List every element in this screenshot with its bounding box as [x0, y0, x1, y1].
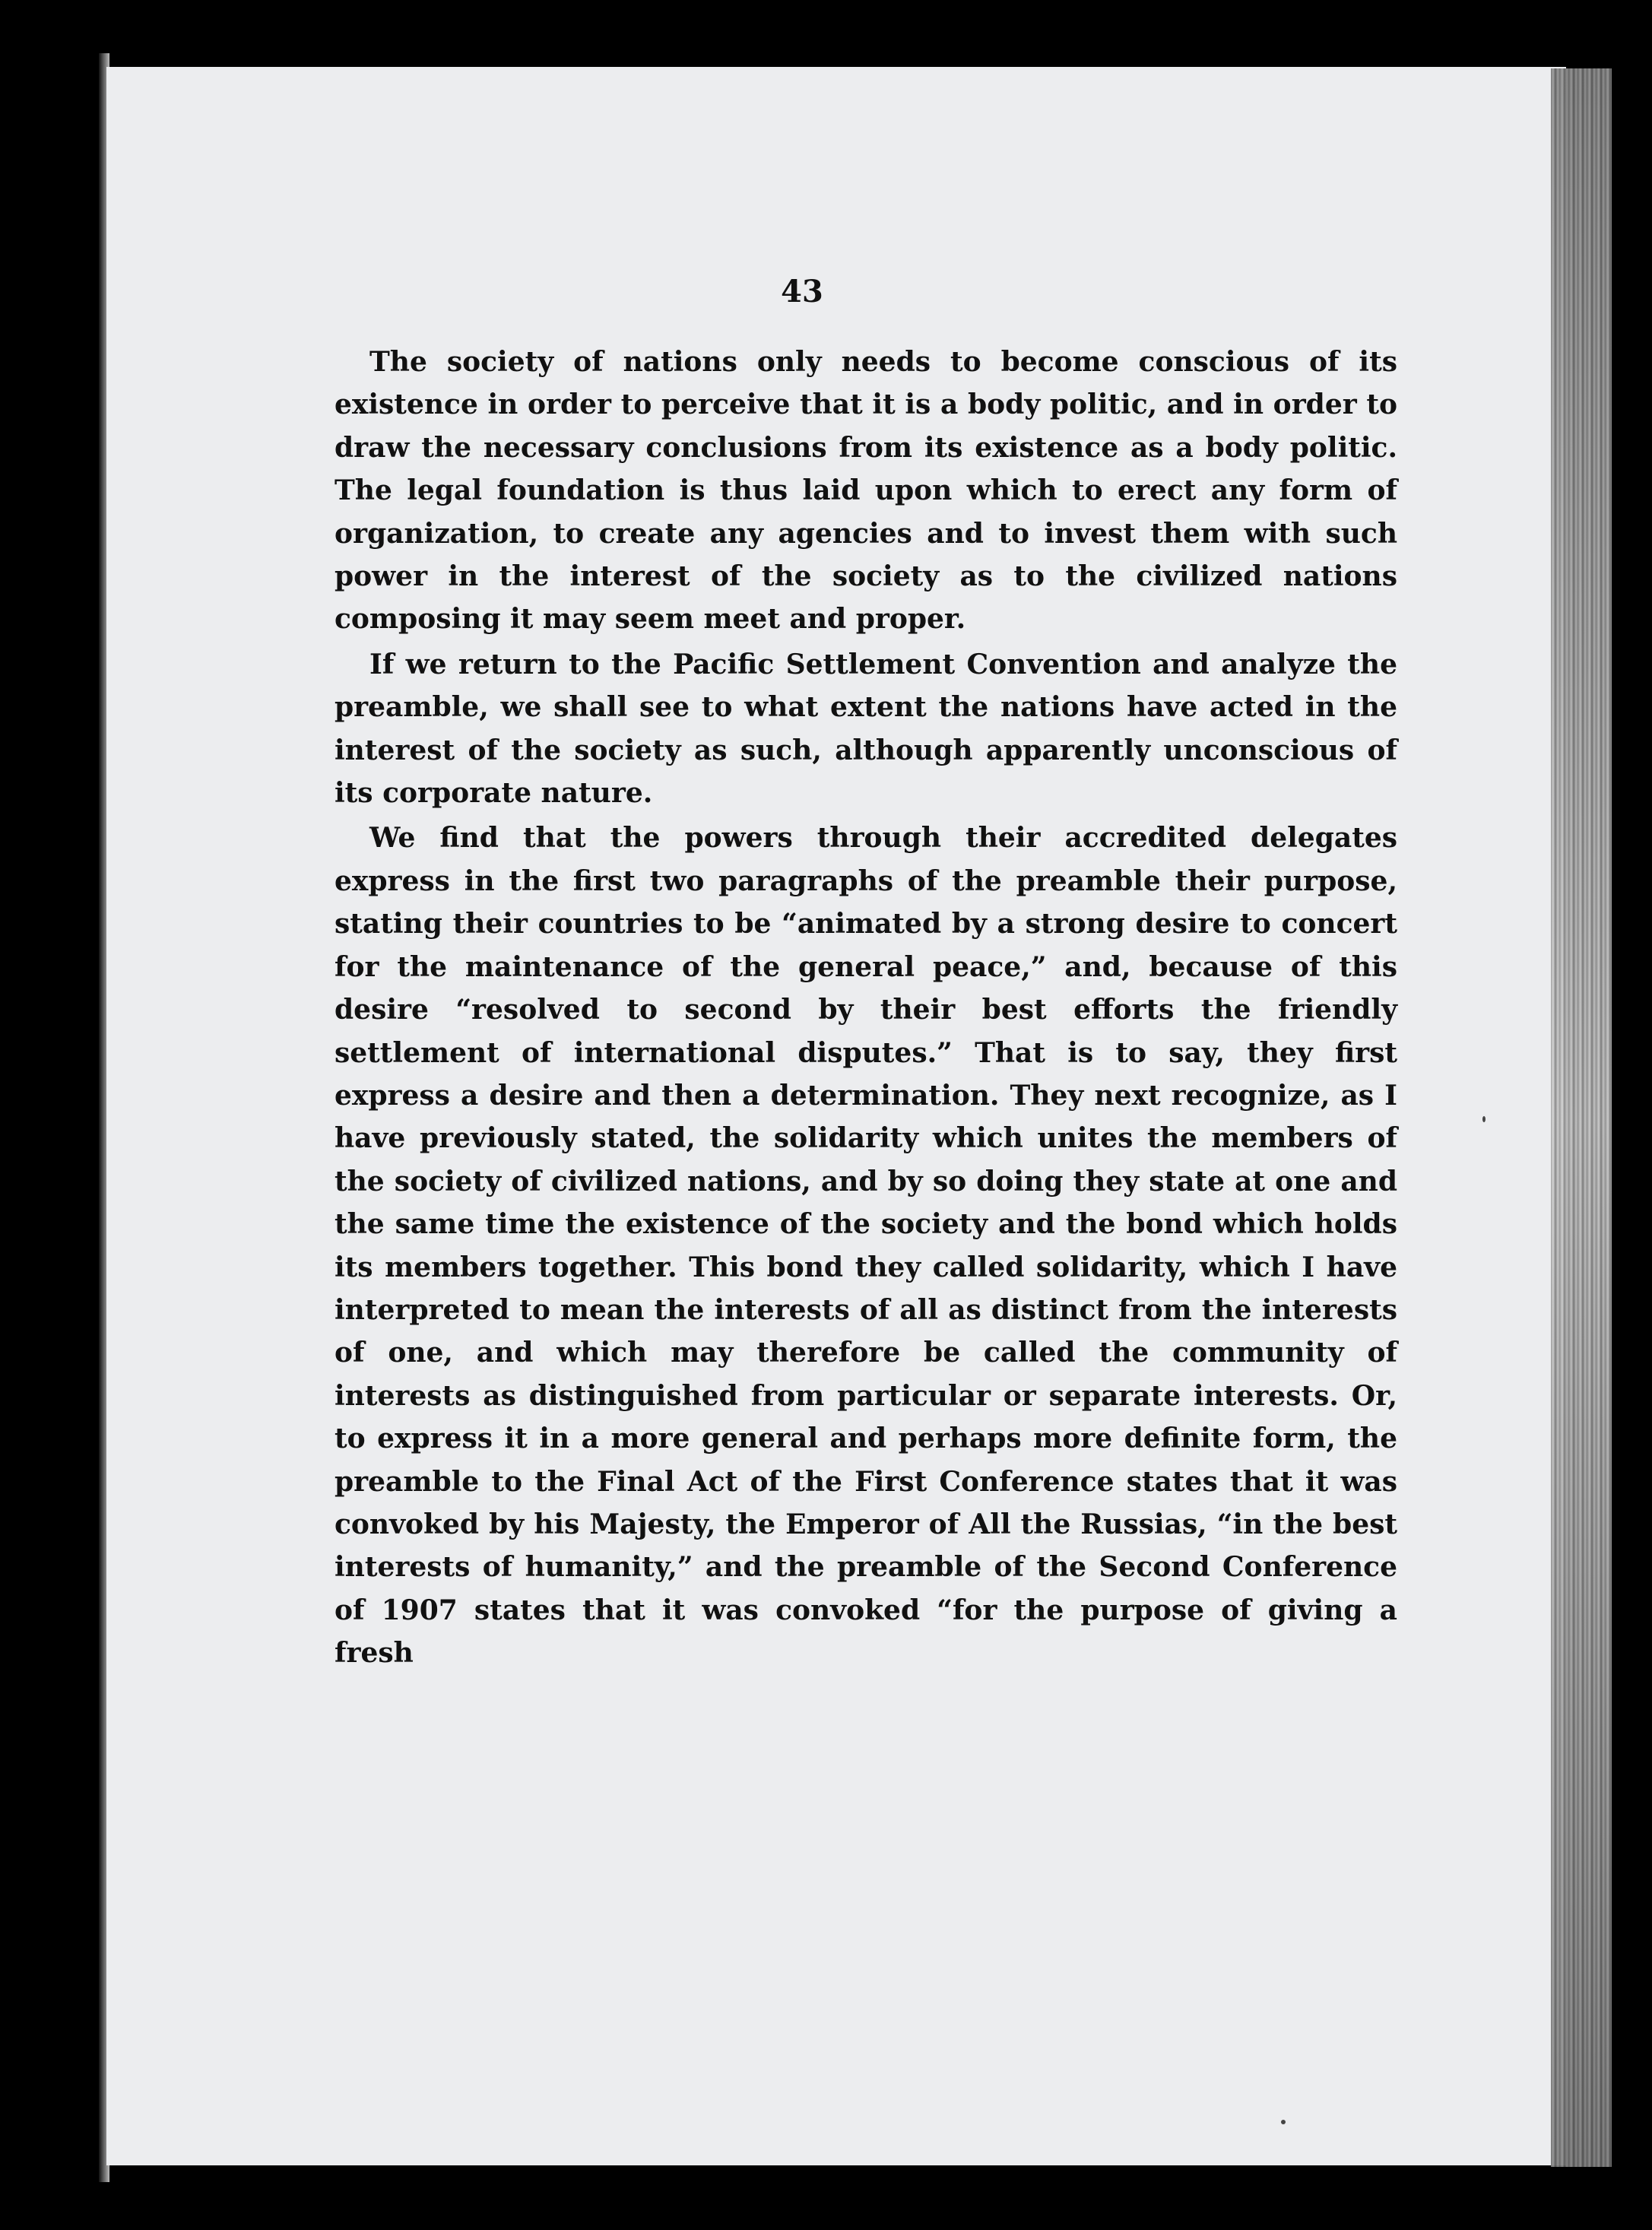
paragraph-3: We find that the powers through their accredited delegates express in the first two paragraphs of the preamble their purpose, stating their countries to be “animated by a strong desire to concert for the maintenance of the general peace,” and, because of this desire “resolved to second by their best efforts the friendly settlement of international disputes.” That is to say, they first express a desire and then a determination. They next recognize, as I have previously stated, the solidarity which unites the members of the society of civilized nations, and by so doing they state at one and the same time the existence of the society and the bond which holds its members together. This bond they called solidarity, which I have interpreted to mean the interests of all as distinct from the interests of one, and which may therefore be called the community of interests as distinguished from particular or separate interests. Or, to express it in a more general and perhaps more definite form, the preamble to the Final Act of the First Conference states that it was convoked by his Majesty, the Emperor of All the Russias, “in the best interests of humanity,” and the preamble of the Second Conference of 1907 states that it was convoked “for the purpose of giving a fresh [335, 822, 1397, 1670]
scan-speck [1281, 2120, 1286, 2124]
book-page [106, 67, 1566, 2165]
page-edge-right [1551, 68, 1612, 2167]
body-text [335, 341, 1397, 1677]
paragraph-2: If we return to the Pacific Settlement Convention and analyze the preamble, we shall see to what extent the nations have acted in the interest of the society as such, although apparently unconscious of its corporate nature. [335, 648, 1397, 810]
paragraph-1: The society of nations only needs to become conscious of its existence in order to perceive that it is a body politic, and in order to draw the necessary conclusions from its existence as a body politic. The legal foundation is thus laid upon which to erect any form of organization, to create any agencies and to invest them with such power in the interest of the society as to the civilized nations composing it may seem meet and proper. [335, 346, 1397, 636]
scan-speck [1482, 1116, 1486, 1122]
page-number: 43 [781, 274, 823, 309]
